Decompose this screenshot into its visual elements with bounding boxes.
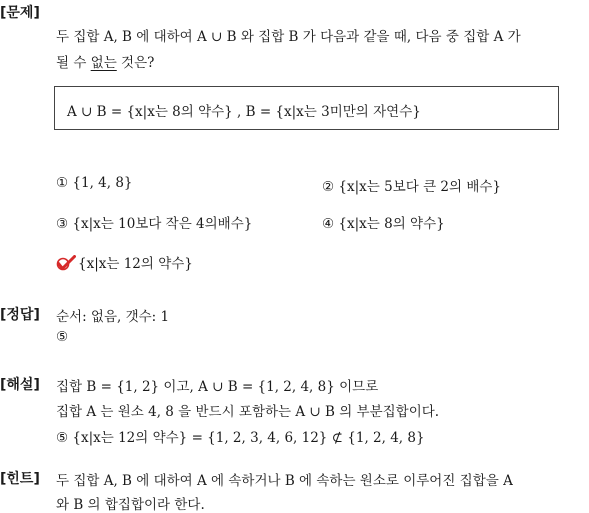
choice-2-number: ② — [322, 179, 335, 195]
choice-4-text: {x|x는 8의 약수} — [338, 216, 445, 232]
condition-text: A ∪ B = {x|x는 8의 약수} , B = {x|x는 3미만의 자연수} — [67, 104, 421, 120]
hint-tag: [힌트] — [0, 471, 40, 487]
problem-line2-before: 될 수 — [56, 55, 91, 71]
red-check-icon — [56, 255, 76, 271]
hint-line2: 와 B 의 합집합이라 한다. — [56, 497, 205, 513]
problem-condition-box — [54, 86, 559, 130]
explanation-line3: ⑤ {x|x는 12의 약수} = {1, 2, 3, 4, 6, 12} ⊄ {1, 2, 4, 8} — [56, 430, 425, 446]
answer-line1: 순서: 없음, 갯수: 1 — [56, 309, 170, 325]
problem-text-line2 — [56, 51, 154, 71]
choice-4[interactable] — [322, 212, 445, 232]
choice-2-text: {x|x는 5보다 큰 2의 배수} — [338, 179, 501, 195]
choice-4-number: ④ — [322, 216, 335, 232]
choice-3-number: ③ — [56, 216, 69, 232]
explanation-line2: 집합 A 는 원소 4, 8 을 반드시 포함하는 A ∪ B 의 부분집합이다. — [56, 404, 440, 420]
choice-5-text: {x|x는 12의 약수} — [78, 256, 193, 272]
answer-tag: [정답] — [0, 307, 40, 323]
problem-line2-after: 것은? — [116, 55, 155, 71]
choice-1[interactable] — [56, 175, 133, 191]
explanation-line1: 집합 B = {1, 2} 이고, A ∪ B = {1, 2, 4, 8} 이므로 — [56, 379, 379, 395]
choice-5[interactable] — [56, 252, 193, 272]
explanation-tag: [해설] — [0, 377, 40, 393]
problem-underlined-word: 없는 — [90, 55, 117, 71]
choice-2[interactable] — [322, 175, 501, 195]
choice-1-number: ① — [56, 175, 69, 191]
choice-3[interactable] — [56, 212, 252, 232]
choice-1-text: {1, 4, 8} — [72, 175, 133, 191]
choice-3-text: {x|x는 10보다 작은 4의배수} — [72, 216, 253, 232]
hint-line1: 두 집합 A, B 에 대하여 A 에 속하거나 B 에 속하는 원소로 이루어진 집합을 A — [56, 473, 513, 489]
problem-text-line1: 두 집합 A, B 에 대하여 A ∪ B 와 집합 B 가 다음과 같을 때, 다음 중 집합 A 가 — [56, 29, 521, 45]
answer-line2: ⑤ — [56, 329, 69, 345]
problem-tag: [문제] — [0, 5, 40, 21]
